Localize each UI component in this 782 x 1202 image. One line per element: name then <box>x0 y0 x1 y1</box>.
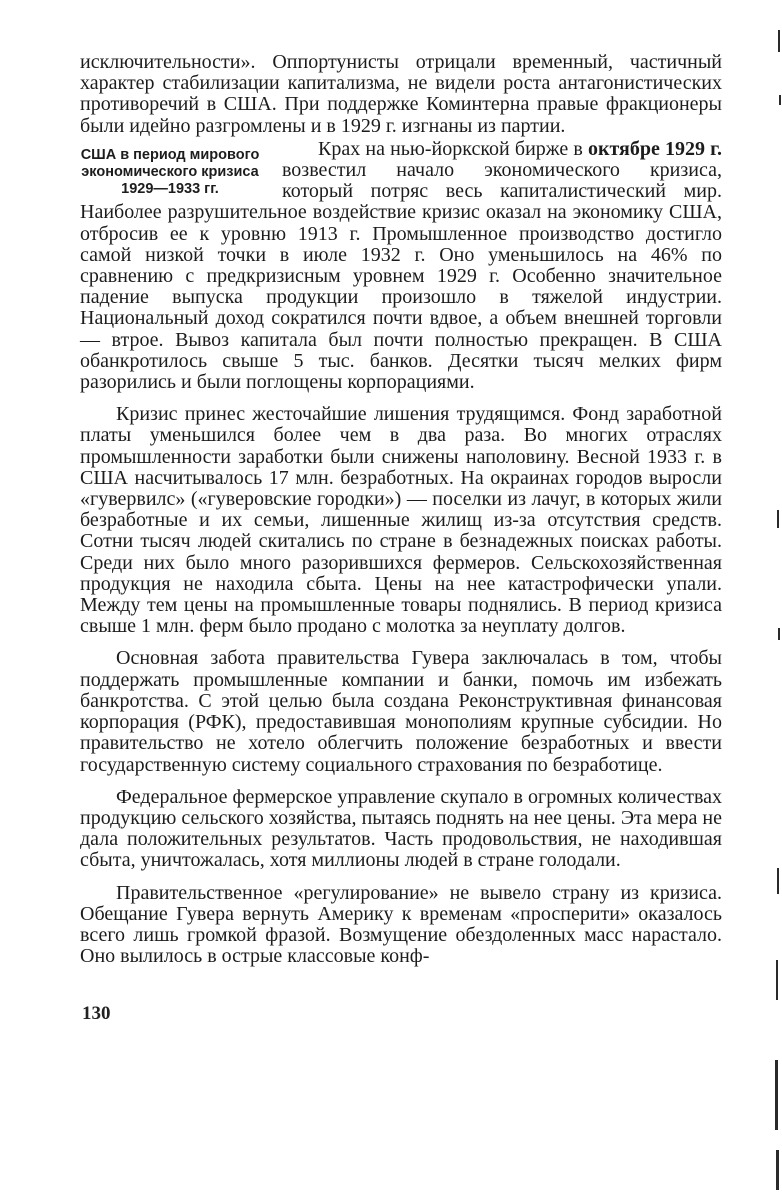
paragraph-5: Федеральное фермерское управление скупало в огромных количествах продукцию сельского хозяйства, пытаясь поднять на нее цены. Эта мера не дала положительных результатов. Часть продовольствия, не находившая сбыта, уничтожалась, хотя миллионы людей в стране голодали. <box>80 785 722 872</box>
margin-note: США в период мирового экономического кризиса 1929—1933 гг. <box>80 146 260 197</box>
page-body <box>80 52 722 967</box>
paragraph-1: исключительности». Оппортунисты отрицали временный, частичный характер стабилизации капитализма, не видели роста антагонистических противоречий в США. При поддержке Коминтерна правые фракционеры были идейно разгромлены и в 1929 г. изгнаны из партии. <box>80 51 722 137</box>
page-number: 130 <box>82 1003 111 1024</box>
paragraph-6: Правительственное «регулирование» не вывело страну из кризиса. Обещание Гувера вернуть Америку к временам «просперити» оказалось всего лишь громкой фразой. Возмущение обездоленных масс нарастало. Оно вылилось в острые классовые конф- <box>80 881 722 968</box>
paragraph-2-rest: возвестил начало экономического кризиса, который потряс весь капиталистический мир. Наиболее разрушительное воздействие кризис оказал на экономику США, отбросив ее к уровню 1913 г. Промышленное производство достигло самой низкой точки в июле 1932 г. Оно уменьшилось на 46% по сравнению с предкризисным уровнем 1929 г. Особенно значительное падение выпуска продукции произошло в тяжелой индустрии. Национальный доход сократился почти вдвое, а объем внешней торговли — втрое. Вывоз капитала был почти полностью прекращен. В США обанкротилось свыше 5 тыс. банков. Десятки тысяч мелких фирм разорились и были поглощены корпорациями. <box>80 159 722 394</box>
paragraph-2-date: октябре 1929 г. <box>587 137 722 160</box>
paragraph-2-start: Крах на нью-йоркской бирже в <box>318 137 588 160</box>
paragraph-3: Кризис принес жесточайшие лишения трудящимся. Фонд заработной платы уменьшился более чем в два раза. Во многих отраслях промышленности заработки были снижены наполовину. Весной 1933 г. в США насчитывалось 17 млн. безработных. На окраинах городов выросли «гувервилс» («гуверовские городки») — поселки из лачуг, в которых жили безработные и их семьи, лишенные жилищ из-за отсутствия средств. Сотни тысяч людей скитались по стране в безнадежных поисках работы. Среди них было много разорившихся фермеров. Сельскохозяйственная продукция не находила сбыта. Цены на нее катастрофически упали. Между тем цены на промышленные товары поднялись. В период кризиса свыше 1 млн. ферм было продано с молотка за неуплату долгов. <box>80 403 722 638</box>
paragraph-4: Основная забота правительства Гувера заключалась в том, чтобы поддержать промышленные компании и банки, помочь им избежать банкротства. С этой целью была создана Реконструктивная финансовая корпорация (РФК), предоставившая монополиям крупные субсидии. Но правительство не хотело облегчить положение безработных и ввести государственную систему социального страхования по безработице. <box>80 647 722 776</box>
scan-edge-marks <box>764 0 782 1202</box>
